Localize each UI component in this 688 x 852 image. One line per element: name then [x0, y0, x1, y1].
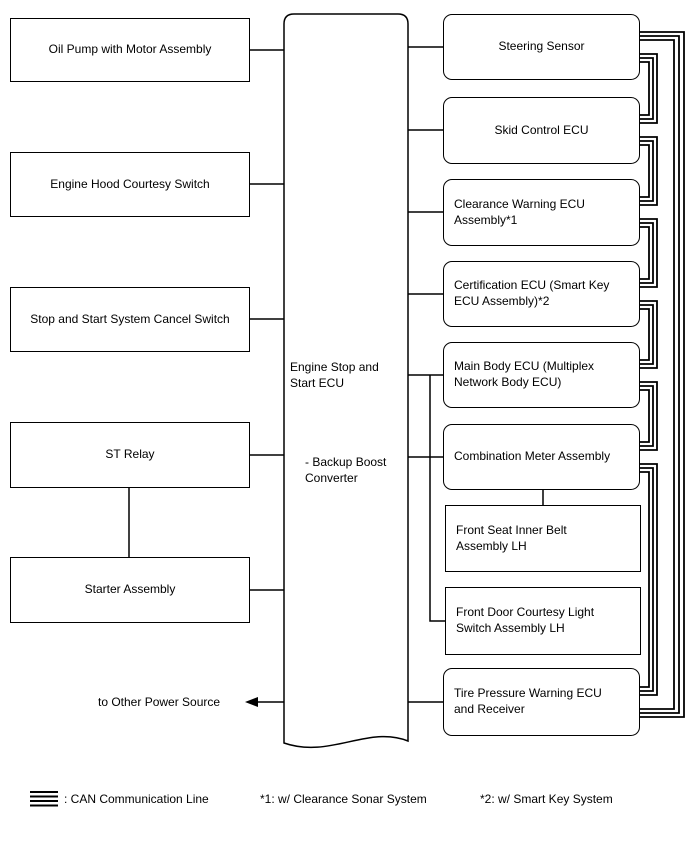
node-label: Certification ECU (Smart Key ECU Assembly)*2 — [454, 278, 610, 308]
node-label: Stop and Start System Cancel Switch — [30, 311, 230, 326]
node-skid-control-ecu — [443, 97, 640, 164]
node-steering-sensor — [443, 14, 640, 80]
node-label: Main Body ECU (Multiplex Network Body ECU) — [454, 359, 595, 389]
node-engine-hood-courtesy-switch — [10, 152, 250, 217]
node-label: Skid Control ECU — [494, 122, 589, 137]
power-source-note: to Other Power Source — [98, 695, 221, 709]
node-label: Clearance Warning ECU Assembly*1 — [454, 196, 585, 227]
node-stop-and-start-system-cancel-switch — [10, 287, 250, 352]
node-front-door-courtesy-light-switch-assembly-lh — [445, 587, 641, 655]
node-st-relay — [10, 422, 250, 488]
node-label: Starter Assembly — [84, 582, 176, 597]
node-label: Steering Sensor — [498, 39, 585, 54]
legend-note1: *1: w/ Clearance Sonar System — [260, 792, 427, 806]
can-line-symbol-icon — [30, 792, 58, 806]
node-starter-assembly — [10, 557, 250, 623]
node-front-seat-inner-belt-assembly-lh — [445, 505, 641, 572]
power-source-arrow-icon — [245, 697, 284, 707]
can-bus-lines — [639, 32, 684, 717]
node-label: ST Relay — [105, 447, 155, 462]
center-ecu-title: Engine Stop and Start ECU — [290, 360, 379, 390]
node-tire-pressure-warning-ecu-and-receiver — [443, 668, 640, 736]
node-label: Oil Pump with Motor Assembly — [48, 42, 212, 57]
node-label: Front Door Courtesy Light Switch Assembly LH — [456, 605, 595, 635]
node-combination-meter-assembly — [443, 424, 640, 490]
node-oil-pump-with-motor-assembly — [10, 18, 250, 82]
node-label: Combination Meter Assembly — [454, 449, 611, 464]
node-label: Tire Pressure Warning ECU and Receiver — [454, 686, 602, 716]
legend-can-line-label: : CAN Communication Line — [64, 792, 209, 806]
node-clearance-warning-ecu-assembly — [443, 179, 640, 246]
center-ecu-subtitle: - Backup Boost Converter — [305, 455, 387, 485]
node-label: Engine Hood Courtesy Switch — [50, 176, 210, 191]
node-main-body-ecu — [443, 342, 640, 408]
node-certification-ecu — [443, 261, 640, 327]
legend-note2: *2: w/ Smart Key System — [480, 792, 613, 806]
node-label: Front Seat Inner Belt Assembly LH — [456, 522, 567, 553]
